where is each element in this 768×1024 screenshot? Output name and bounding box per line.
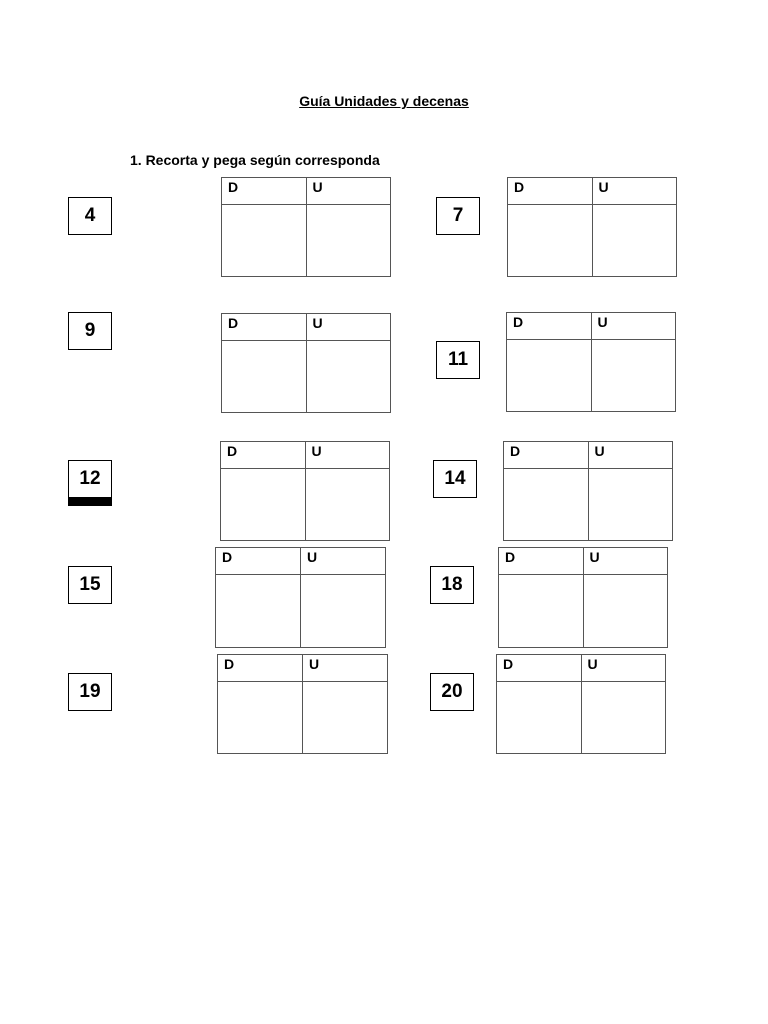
- units-cell: [301, 575, 386, 648]
- units-cell: [588, 469, 673, 541]
- number-box: 19: [68, 673, 112, 711]
- tens-header: D: [504, 442, 589, 469]
- tens-cell: [508, 205, 593, 277]
- units-header: U: [305, 442, 390, 469]
- number-box: 14: [433, 460, 477, 498]
- du-table: [221, 313, 391, 413]
- number-box: 7: [436, 197, 480, 235]
- tens-header: D: [216, 548, 301, 575]
- tens-header: D: [222, 178, 307, 205]
- number-box: 4: [68, 197, 112, 235]
- units-header: U: [588, 442, 673, 469]
- units-cell: [591, 340, 676, 412]
- units-header: U: [306, 314, 391, 341]
- number-box: 11: [436, 341, 480, 379]
- tens-header: D: [499, 548, 584, 575]
- units-header: U: [581, 655, 666, 682]
- tens-header: D: [221, 442, 306, 469]
- tens-cell: [504, 469, 589, 541]
- units-header: U: [592, 178, 677, 205]
- du-table: [506, 312, 676, 412]
- tens-cell: [222, 341, 307, 413]
- instruction-text: 1. Recorta y pega según corresponda: [130, 152, 380, 168]
- du-table: [496, 654, 666, 754]
- units-cell: [306, 205, 391, 277]
- tens-cell: [216, 575, 301, 648]
- units-cell: [305, 469, 390, 541]
- tens-header: D: [508, 178, 593, 205]
- units-cell: [303, 682, 388, 754]
- du-table: [221, 177, 391, 277]
- units-header: U: [301, 548, 386, 575]
- units-header: U: [583, 548, 668, 575]
- number-box: 9: [68, 312, 112, 350]
- tens-cell: [507, 340, 592, 412]
- tens-header: D: [222, 314, 307, 341]
- du-table: [498, 547, 668, 648]
- units-cell: [592, 205, 677, 277]
- tens-cell: [218, 682, 303, 754]
- tens-cell: [222, 205, 307, 277]
- tens-cell: [221, 469, 306, 541]
- units-cell: [583, 575, 668, 648]
- du-table: [507, 177, 677, 277]
- units-cell: [306, 341, 391, 413]
- du-table: [220, 441, 390, 541]
- tens-cell: [499, 575, 584, 648]
- tens-header: D: [218, 655, 303, 682]
- tens-cell: [497, 682, 582, 754]
- du-table: [503, 441, 673, 541]
- number-box: 12: [68, 460, 112, 506]
- page-title: Guía Unidades y decenas: [299, 93, 469, 109]
- du-table: [217, 654, 388, 754]
- du-table: [215, 547, 386, 648]
- number-box: 18: [430, 566, 474, 604]
- tens-header: D: [497, 655, 582, 682]
- tens-header: D: [507, 313, 592, 340]
- number-box: 20: [430, 673, 474, 711]
- units-header: U: [591, 313, 676, 340]
- units-cell: [581, 682, 666, 754]
- number-box: 15: [68, 566, 112, 604]
- units-header: U: [306, 178, 391, 205]
- units-header: U: [303, 655, 388, 682]
